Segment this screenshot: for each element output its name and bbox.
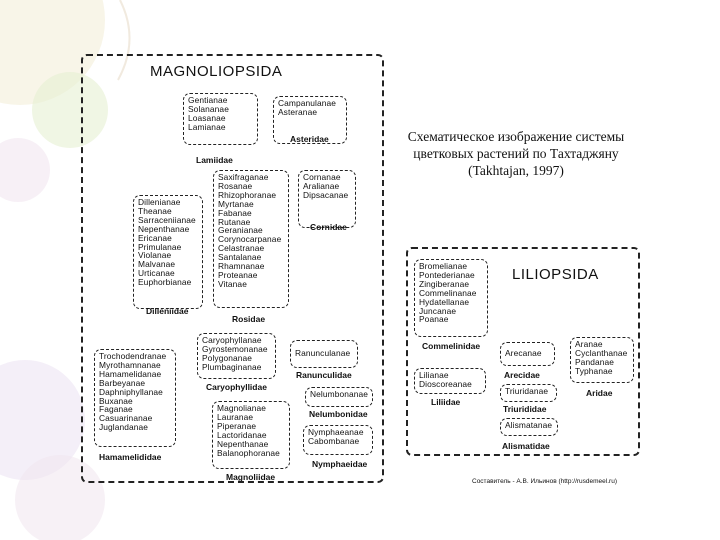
caption-text: Схематическое изображение системы цветковых растений по Тахтаджяну (Takhtajan, 1997)	[407, 129, 625, 178]
order-item: Alismatanae	[505, 420, 553, 430]
subclass-label-lamiidae: Lamiidae	[196, 155, 233, 165]
triurididae-box	[500, 384, 557, 402]
order-item: Casuarinanae	[99, 413, 153, 424]
order-item: Balanophoranae	[217, 447, 280, 458]
order-item: Ranunculanae	[295, 348, 351, 358]
order-item: Juncanae	[419, 305, 457, 316]
liliidae-box	[414, 368, 486, 394]
order-item: Magnolianae	[217, 403, 267, 413]
order-item: Nelumbonanae	[310, 389, 369, 399]
order-item: Rutanae	[218, 216, 251, 227]
order-item: Malvanae	[138, 259, 176, 270]
order-item: Zingiberanae	[419, 278, 470, 289]
order-item: Pandanae	[575, 356, 614, 367]
order-item: Nepenthanae	[217, 438, 269, 449]
order-item: Fabanae	[218, 207, 252, 218]
order-item: Solananae	[188, 103, 229, 114]
order-item: Typhanae	[575, 365, 613, 376]
caryophyllidae-box	[197, 333, 276, 379]
order-item: Dillenianae	[138, 197, 181, 207]
order-item: Lauranae	[217, 411, 254, 422]
rosidae-box	[213, 170, 289, 308]
order-item: Violanae	[138, 250, 172, 261]
subclass-label-arecidae: Arecidae	[504, 370, 540, 380]
order-item: Polygonanae	[202, 352, 252, 363]
order-item: Poanae	[419, 314, 449, 325]
arecidae-box	[500, 342, 555, 366]
order-item: Celastranae	[218, 243, 265, 254]
order-item: Plumbaginanae	[202, 361, 262, 372]
hamamelididae-box	[94, 349, 176, 447]
order-item: Barbeyanae	[99, 377, 146, 388]
order-item: Piperanae	[217, 420, 257, 431]
subclass-label-alismatidae: Alismatidae	[502, 441, 550, 451]
subclass-label-cornidae: Cornidae	[310, 222, 347, 232]
order-item: Lilianae	[419, 370, 449, 380]
subclass-label-commelinidae: Commelinidae	[422, 341, 481, 351]
order-item: Vitanae	[218, 278, 247, 289]
nelumbonidae-box	[305, 387, 373, 407]
subclass-label-magnoliidae: Magnoliidae	[226, 472, 276, 482]
liliopsida-title: LILIOPSIDA	[512, 266, 599, 283]
order-item: Dipsacanae	[303, 189, 349, 200]
magnoliidae-box	[212, 401, 290, 469]
subclass-label-caryophyllidae: Caryophyllidae	[206, 382, 267, 392]
aridae-box	[570, 337, 634, 383]
order-item: Bromelianae	[419, 261, 468, 271]
order-item: Triuridanae	[505, 386, 549, 396]
order-item: Trochodendranae	[99, 351, 167, 361]
magnoliopsida-title: MAGNOLIOPSIDA	[150, 63, 283, 80]
order-item: Geranianae	[218, 225, 263, 236]
order-item: Cornanae	[303, 172, 341, 182]
order-item: Nymphaeanae	[308, 427, 364, 437]
order-item: Arecanae	[505, 348, 542, 358]
order-item: Buxanae	[99, 395, 133, 406]
order-item: Loasanae	[188, 112, 226, 123]
subclass-label-ranunculidae: Ranunculidae	[296, 370, 352, 380]
order-item: Myrtanae	[218, 198, 254, 209]
order-item: Primulanae	[138, 241, 182, 252]
subclass-label-triurididae: Triurididae	[503, 404, 547, 414]
order-item: Cabombanae	[308, 435, 360, 446]
nymphaeidae-box	[303, 425, 373, 455]
order-item: Urticanae	[138, 268, 175, 279]
order-item: Caryophyllanae	[202, 335, 262, 345]
order-item: Euphorbianae	[138, 277, 192, 288]
order-item: Faganae	[99, 404, 133, 415]
order-item: Campanulanae	[278, 98, 337, 108]
subclass-label-nelumbonidae: Nelumbonidae	[309, 409, 368, 419]
order-item: Rhizophoranae	[218, 189, 277, 200]
subclass-label-rosidae: Rosidae	[232, 314, 266, 324]
subclass-label-nymphaeidae: Nymphaeidae	[312, 459, 368, 469]
order-item: Hamamelidanae	[99, 368, 162, 379]
subclass-label-hamamelididae: Hamamelididae	[99, 452, 162, 462]
order-item: Aralianae	[303, 180, 340, 191]
dilleniidae-box	[133, 195, 203, 309]
order-item: Rosanae	[218, 180, 253, 191]
order-item: Hydatellanae	[419, 296, 470, 307]
order-item: Sarraceniianae	[138, 214, 196, 225]
order-item: Lamianae	[188, 121, 226, 132]
order-item: Proteanae	[218, 269, 258, 280]
order-item: Rhamnanae	[218, 261, 265, 272]
order-item: Ericanae	[138, 232, 172, 243]
order-item: Daphniphyllanae	[99, 386, 163, 397]
ranunculidae-box	[290, 340, 358, 368]
order-item: Commelinanae	[419, 287, 477, 298]
credit-text: Составитель - А.В. Ильинов (http://rusdemeel.ru)	[472, 478, 617, 485]
subclass-label-dilleniidae: Dilleniidae	[146, 306, 189, 316]
order-item: Asteranae	[278, 106, 318, 117]
order-item: Saxifraganae	[218, 172, 269, 182]
order-item: Aranae	[575, 339, 603, 349]
order-item: Corynocarpanae	[218, 234, 282, 245]
alismatidae-box	[500, 418, 558, 436]
commelinidae-box	[414, 259, 488, 337]
order-item: Dioscoreanae	[419, 378, 472, 389]
order-item: Nepenthanae	[138, 223, 190, 234]
order-item: Pontederianae	[419, 269, 475, 280]
order-item: Theanae	[138, 205, 172, 216]
lamiidae-box	[183, 93, 258, 145]
order-item: Gentianae	[188, 95, 228, 105]
order-item: Myrothamnanae	[99, 359, 161, 370]
order-item: Santalanae	[218, 252, 262, 263]
order-item: Cyclanthanae	[575, 347, 628, 358]
order-item: Gyrostemonanae	[202, 343, 268, 354]
cornidae-box	[298, 170, 356, 228]
order-item: Lactoridanae	[217, 429, 267, 440]
subclass-label-asteridae: Asteridae	[290, 134, 329, 144]
subclass-label-liliidae: Liliidae	[431, 397, 461, 407]
order-item: Juglandanae	[99, 422, 149, 433]
subclass-label-aridae: Aridae	[586, 388, 613, 398]
